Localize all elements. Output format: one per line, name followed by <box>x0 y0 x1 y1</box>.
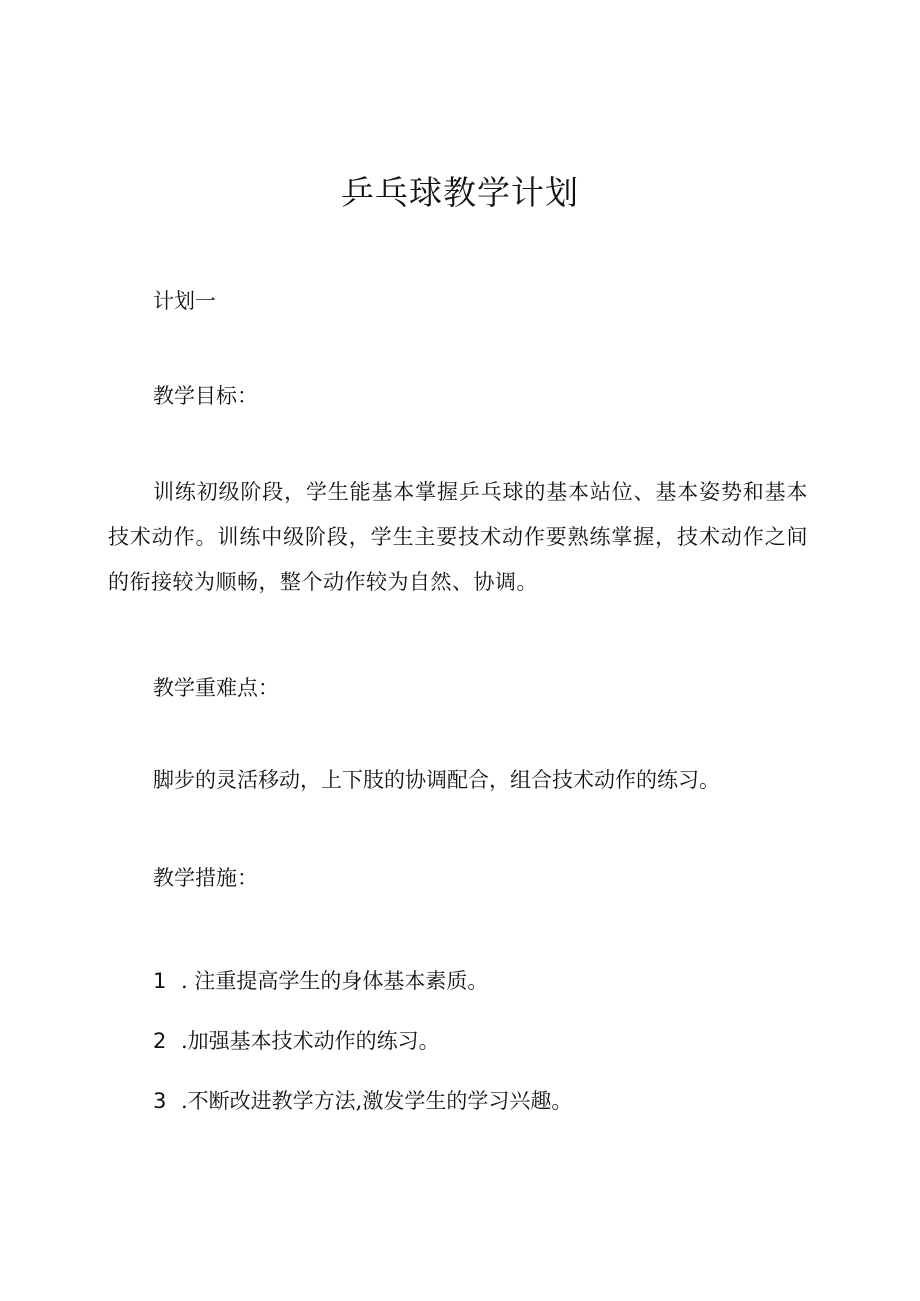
difficulty-heading: 教学重难点： <box>153 676 279 700</box>
measure-number: 1 <box>153 969 167 993</box>
measure-text: . 注重提高学生的身体基本素质。 <box>181 969 489 993</box>
plan-label: 计划一 <box>153 289 216 313</box>
measure-text: .不断改进教学方法,激发学生的学习兴趣。 <box>181 1089 573 1113</box>
measure-item <box>153 1026 440 1056</box>
goal-paragraph: 训练初级阶段，学生能基本掌握乒乓球的基本站位、基本姿势和基本技术动作。训练中级阶段，学生主要技术动作要熟练掌握，技术动作之间的衔接较为顺畅，整个动作较为自然、协调。 <box>108 480 808 594</box>
measure-number: 3 <box>153 1089 167 1113</box>
measure-number: 2 <box>153 1029 167 1053</box>
goal-heading: 教学目标： <box>153 384 258 408</box>
measure-item <box>153 966 488 996</box>
measure-item <box>153 1086 572 1116</box>
measures-heading: 教学措施： <box>153 866 258 890</box>
measure-text: .加强基本技术动作的练习。 <box>181 1029 440 1053</box>
difficulty-paragraph: 脚步的灵活移动，上下肢的协调配合，组合技术动作的练习。 <box>153 768 720 792</box>
document-title: 乒乓球教学计划 <box>341 173 579 212</box>
